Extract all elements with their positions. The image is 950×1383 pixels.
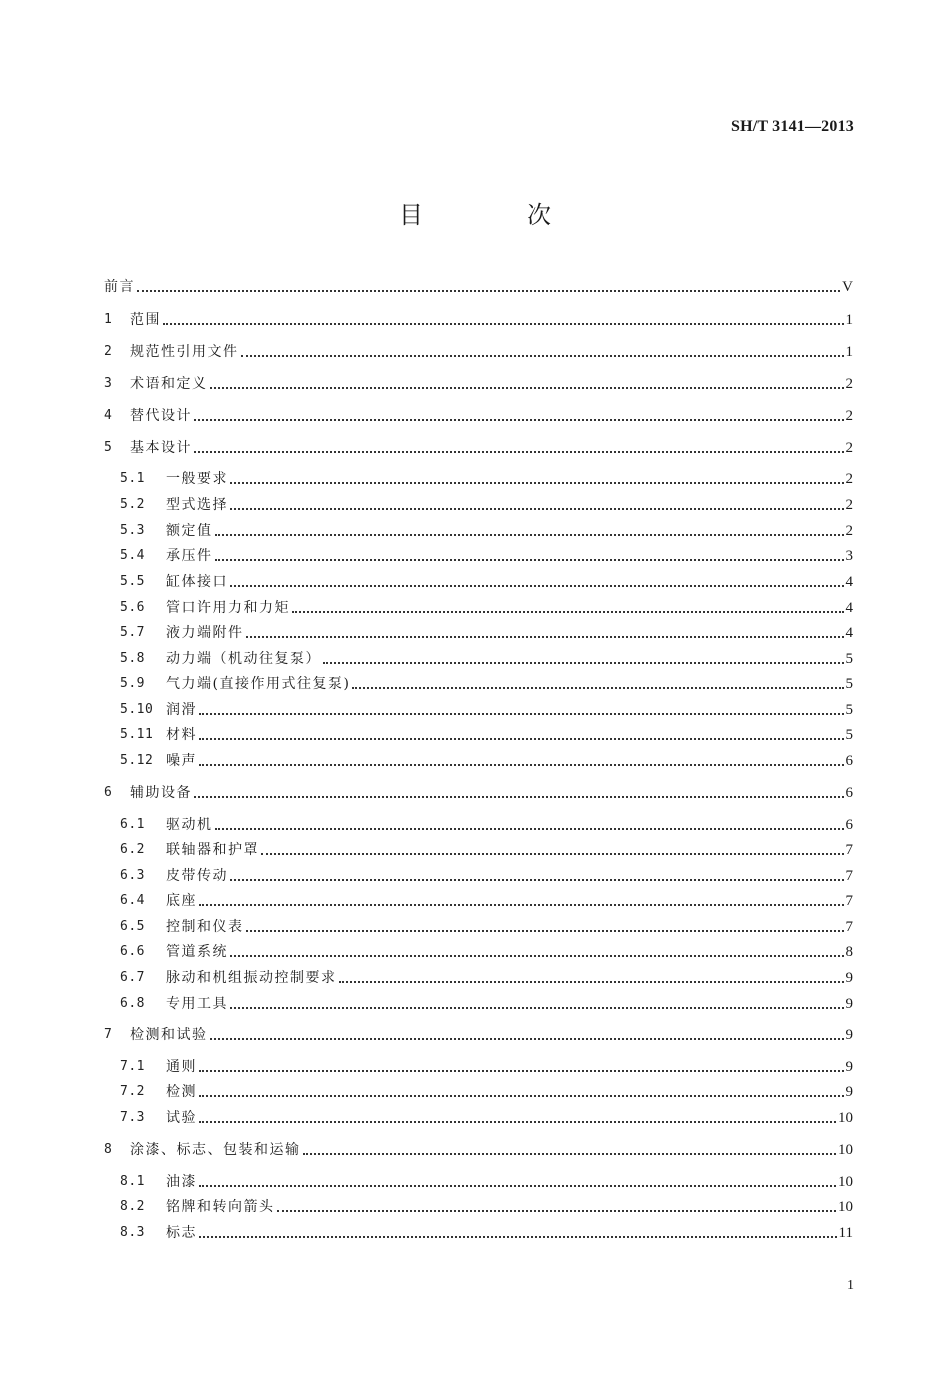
- toc-entry-title: 型式选择: [166, 497, 228, 513]
- toc-entry-page: 4: [845, 574, 853, 590]
- toc-entry-title: 检测: [166, 1084, 197, 1100]
- toc-entry[interactable]: [120, 814, 853, 836]
- page-number: 1: [847, 1278, 854, 1293]
- toc-entry[interactable]: [120, 1081, 853, 1103]
- toc-entry[interactable]: [104, 373, 853, 395]
- dot-leader: [163, 322, 844, 325]
- dot-leader: [230, 954, 844, 957]
- dot-leader: [230, 507, 844, 510]
- toc-entry-title: 底座: [166, 893, 197, 909]
- dot-leader: [194, 418, 844, 421]
- toc-entry[interactable]: [120, 520, 853, 542]
- toc-entry[interactable]: [104, 437, 853, 459]
- toc-entry-page: 4: [845, 625, 853, 641]
- toc-entry-title: 范围: [130, 312, 161, 328]
- toc-entry[interactable]: [120, 750, 853, 772]
- toc-entry-title: 专用工具: [166, 996, 228, 1012]
- dot-leader: [230, 878, 844, 881]
- dot-leader: [303, 1152, 837, 1155]
- dot-leader: [230, 1006, 844, 1009]
- toc-entry-title: 通则: [166, 1059, 197, 1075]
- toc-entry[interactable]: [104, 1139, 853, 1161]
- toc-entry[interactable]: [120, 967, 853, 989]
- toc-entry-number: 5.8: [120, 651, 145, 666]
- toc-entry-number: 6.6: [120, 944, 145, 959]
- toc-entry-page: 10: [838, 1142, 853, 1158]
- toc-entry-title: 辅助设备: [130, 785, 192, 801]
- toc-entry-title: 联轴器和护罩: [166, 842, 259, 858]
- dot-leader: [210, 1037, 844, 1040]
- toc-entry-number: 5.12: [120, 753, 154, 768]
- toc-entry-title: 润滑: [166, 702, 197, 718]
- toc-entry[interactable]: [120, 916, 853, 938]
- toc-entry-page: V: [842, 279, 853, 295]
- toc-entry-number: 5.4: [120, 548, 145, 563]
- toc-entry-number: 1: [104, 312, 113, 327]
- toc-entry-title: 额定值: [166, 523, 213, 539]
- toc-entry-page: 2: [845, 376, 853, 392]
- dot-leader: [230, 584, 844, 587]
- dot-leader: [277, 1209, 837, 1212]
- toc-entry-title: 控制和仪表: [166, 919, 244, 935]
- toc-entry-title: 液力端附件: [166, 625, 244, 641]
- page-title: 目 次: [399, 201, 591, 229]
- toc-entry-page: 10: [838, 1174, 853, 1190]
- standard-number: SH/T 3141—2013: [731, 118, 854, 135]
- toc-entry-number: 6.4: [120, 893, 145, 908]
- toc-entry-page: 9: [845, 1084, 853, 1100]
- toc-entry[interactable]: [104, 341, 853, 363]
- toc-entry-title: 油漆: [166, 1174, 197, 1190]
- dot-leader: [323, 661, 844, 664]
- dot-leader: [352, 686, 843, 689]
- dot-leader: [246, 635, 844, 638]
- toc-entry-title: 试验: [166, 1110, 197, 1126]
- toc-entry[interactable]: [120, 1222, 853, 1244]
- toc-entry[interactable]: [120, 890, 853, 912]
- toc-entry[interactable]: [120, 1171, 853, 1193]
- toc-entry-number: 6.3: [120, 868, 145, 883]
- toc-entry-title: 标志: [166, 1225, 197, 1241]
- toc-entry[interactable]: [120, 865, 853, 887]
- toc-entry-page: 2: [845, 440, 853, 456]
- dot-leader: [199, 737, 844, 740]
- toc-entry-number: 5.3: [120, 523, 145, 538]
- toc-entry-title: 承压件: [166, 548, 213, 564]
- toc-entry-page: 6: [845, 785, 853, 801]
- toc-entry-number: 2: [104, 344, 113, 359]
- dot-leader: [246, 929, 844, 932]
- toc-entry-number: 6.5: [120, 919, 145, 934]
- toc-entry-number: 8.2: [120, 1199, 145, 1214]
- toc-entry-page: 6: [845, 753, 853, 769]
- toc-entry[interactable]: [120, 941, 853, 963]
- toc-entry-number: 6.2: [120, 842, 145, 857]
- toc-entry-number: 8.3: [120, 1225, 145, 1240]
- toc-entry-number: 6.7: [120, 970, 145, 985]
- toc-entry-page: 5: [845, 727, 853, 743]
- toc-entry-title: 铭牌和转向箭头: [166, 1199, 275, 1215]
- toc-entry-number: 4: [104, 408, 113, 423]
- toc-entry[interactable]: [120, 597, 853, 619]
- toc-entry[interactable]: [120, 1107, 853, 1129]
- toc-entry-title: 气力端(直接作用式往复泵): [166, 676, 351, 692]
- toc-entry-number: 6.8: [120, 996, 145, 1011]
- toc-entry-page: 4: [845, 600, 853, 616]
- toc-entry-number: 7.3: [120, 1110, 145, 1125]
- toc-entry-page: 7: [845, 893, 853, 909]
- toc-entry-title: 皮带传动: [166, 868, 228, 884]
- toc-entry-title: 替代设计: [130, 408, 192, 424]
- toc-entry-page: 2: [845, 523, 853, 539]
- toc-entry-title: 前言: [104, 279, 135, 295]
- toc-entry-title: 脉动和机组振动控制要求: [166, 970, 337, 986]
- dot-leader: [215, 827, 844, 830]
- toc-entry-title: 管道系统: [166, 944, 228, 960]
- dot-leader: [261, 852, 844, 855]
- toc-entry-page: 9: [845, 1059, 853, 1075]
- toc-entry-number: 8: [104, 1142, 113, 1157]
- toc-entry-title: 一般要求: [166, 471, 228, 487]
- toc-entry-number: 5.5: [120, 574, 145, 589]
- toc-entry[interactable]: [120, 494, 853, 516]
- toc-entry-number: 7: [104, 1027, 113, 1042]
- toc-entry[interactable]: [120, 468, 853, 490]
- toc-entry[interactable]: [120, 839, 853, 861]
- toc-entry-page: 9: [845, 996, 853, 1012]
- toc-entry-title: 规范性引用文件: [130, 344, 239, 360]
- toc-entry-number: 7.2: [120, 1084, 145, 1099]
- toc-entry-page: 8: [845, 944, 853, 960]
- toc-entry[interactable]: [120, 571, 853, 593]
- toc-entry[interactable]: [120, 545, 853, 567]
- toc-entry-page: 10: [838, 1199, 853, 1215]
- toc-entry-number: 7.1: [120, 1059, 145, 1074]
- dot-leader: [230, 481, 844, 484]
- toc-entry[interactable]: [120, 724, 853, 746]
- toc-entry[interactable]: [104, 276, 853, 298]
- toc-entry-page: 7: [845, 919, 853, 935]
- toc-entry-page: 3: [845, 548, 853, 564]
- toc-entry-title: 缸体接口: [166, 574, 228, 590]
- toc-entry[interactable]: [120, 993, 853, 1015]
- toc-entry-page: 2: [845, 497, 853, 513]
- toc-entry-number: 6.1: [120, 817, 145, 832]
- toc-entry[interactable]: [104, 309, 853, 331]
- toc-entry-title: 涂漆、标志、包装和运输: [130, 1142, 301, 1158]
- toc-entry[interactable]: [104, 782, 853, 804]
- dot-leader: [199, 1069, 844, 1072]
- dot-leader: [339, 980, 844, 983]
- dot-leader: [215, 533, 844, 536]
- dot-leader: [194, 795, 844, 798]
- toc-entry-number: 8.1: [120, 1174, 145, 1189]
- dot-leader: [199, 1235, 837, 1238]
- toc-entry-title: 管口许用力和力矩: [166, 600, 290, 616]
- toc-entry[interactable]: [104, 1024, 853, 1046]
- toc-entry-number: 3: [104, 376, 113, 391]
- toc-entry-page: 10: [838, 1110, 853, 1126]
- toc-entry-page: 5: [845, 651, 853, 667]
- toc-entry[interactable]: [104, 405, 853, 427]
- toc-entry-number: 5.6: [120, 600, 145, 615]
- toc-entry-number: 5.10: [120, 702, 154, 717]
- toc-entry-number: 5.1: [120, 471, 145, 486]
- toc-entry-page: 1: [845, 312, 853, 328]
- toc-entry-title: 驱动机: [166, 817, 213, 833]
- toc-entry-number: 5.11: [120, 727, 154, 742]
- dot-leader: [137, 289, 840, 292]
- toc-entry-page: 7: [845, 842, 853, 858]
- toc-entry-page: 9: [845, 970, 853, 986]
- dot-leader: [292, 610, 844, 613]
- dot-leader: [199, 1184, 836, 1187]
- toc-entry-page: 11: [838, 1225, 853, 1241]
- toc-entry-page: 1: [845, 344, 853, 360]
- toc-entry[interactable]: [120, 622, 853, 644]
- toc-entry-title: 噪声: [166, 753, 197, 769]
- toc-entry-page: 2: [845, 471, 853, 487]
- toc-entry-page: 5: [845, 702, 853, 718]
- toc-entry-page: 2: [845, 408, 853, 424]
- toc-entry-number: 5.9: [120, 676, 145, 691]
- dot-leader: [199, 903, 844, 906]
- dot-leader: [241, 354, 844, 357]
- toc-entry[interactable]: [120, 1196, 853, 1218]
- toc-entry-title: 材料: [166, 727, 197, 743]
- toc-entry-page: 5: [845, 676, 853, 692]
- toc-entry-title: 检测和试验: [130, 1027, 208, 1043]
- toc-entry-title: 动力端（机动往复泵）: [166, 651, 321, 667]
- toc-entry[interactable]: [120, 673, 853, 695]
- dot-leader: [199, 1094, 844, 1097]
- toc-entry-page: 6: [845, 817, 853, 833]
- toc-entry[interactable]: [120, 1056, 853, 1078]
- dot-leader: [215, 558, 844, 561]
- dot-leader: [194, 450, 844, 453]
- toc-entry-page: 7: [845, 868, 853, 884]
- toc-entry-title: 术语和定义: [130, 376, 208, 392]
- toc-entry-number: 5.2: [120, 497, 145, 512]
- toc-entry[interactable]: [120, 699, 853, 721]
- dot-leader: [199, 712, 844, 715]
- toc-entry[interactable]: [120, 648, 853, 670]
- dot-leader: [210, 386, 844, 389]
- toc-entry-number: 5: [104, 440, 113, 455]
- toc-entry-number: 5.7: [120, 625, 145, 640]
- dot-leader: [199, 763, 844, 766]
- toc-entry-page: 9: [845, 1027, 853, 1043]
- dot-leader: [199, 1120, 836, 1123]
- toc-entry-number: 6: [104, 785, 113, 800]
- toc-entry-title: 基本设计: [130, 440, 192, 456]
